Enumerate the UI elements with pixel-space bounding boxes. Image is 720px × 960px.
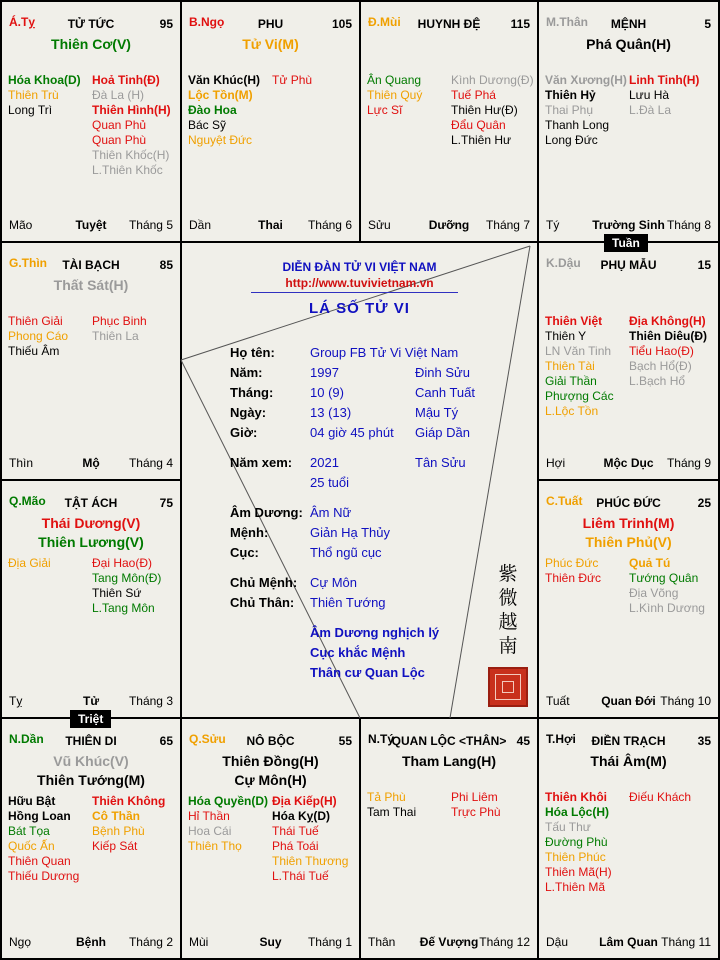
triet-tag: Triệt	[70, 710, 111, 728]
star: Phúc Đức	[545, 556, 599, 570]
star: Bác Sỹ	[188, 118, 227, 132]
palace-zodiac: Dậu	[546, 935, 569, 949]
life-stage: Tuyệt	[75, 218, 107, 232]
info-key: Cục:	[230, 545, 259, 560]
palace-stem: Q.Mão	[9, 494, 46, 508]
star: Quả Tú	[629, 556, 671, 570]
star: Thiên Trù	[8, 88, 59, 102]
info-row	[181, 385, 538, 403]
star: Lưu Hà	[629, 88, 670, 102]
info-value: Group FB Tử Vi Việt Nam	[310, 345, 459, 360]
star: Thiếu Dương	[8, 869, 80, 883]
star: Phượng Các	[545, 389, 614, 403]
palace-number: 85	[159, 258, 173, 272]
palace-ngo	[181, 1, 360, 242]
star: Phá Toái	[272, 839, 319, 853]
info-note: Thân cư Quan Lộc	[310, 665, 425, 680]
star: Thai Phụ	[545, 103, 594, 117]
star: Phục Binh	[92, 314, 147, 328]
info-value: 25 tuổi	[310, 475, 350, 490]
star-column-left	[8, 314, 68, 359]
palace-number: 5	[704, 17, 711, 31]
palace-number: 95	[159, 17, 173, 31]
info-row	[181, 425, 538, 443]
info-value-2: Mậu Tý	[415, 405, 459, 420]
star: Tang Môn(Đ)	[92, 571, 162, 585]
palace-suu	[181, 718, 360, 959]
palace-zodiac: Tuất	[546, 694, 570, 708]
star: Quan Phù	[92, 133, 147, 147]
palace-zodiac: Sửu	[368, 218, 391, 232]
star: Tử Phù	[272, 73, 313, 87]
star-column-right	[92, 794, 165, 854]
star-column-right	[451, 790, 501, 820]
palace-name: MỆNH	[610, 17, 647, 31]
star-column-right	[451, 73, 534, 148]
palace-ty	[1, 1, 181, 242]
palace-name: PHU	[257, 17, 284, 31]
life-stage: Dưỡng	[428, 218, 470, 232]
info-value: Thổ ngũ cục	[310, 545, 382, 560]
palace-name: PHỤ MẪU	[600, 258, 657, 272]
palace-month: Tháng 3	[128, 694, 173, 708]
info-row	[181, 545, 538, 563]
star: Thái Tuế	[272, 824, 319, 838]
info-value: Thiên Tướng	[310, 595, 386, 610]
main-star: Thái Âm(M)	[590, 753, 667, 769]
info-key: Giờ:	[230, 425, 258, 440]
star-column-right	[272, 73, 312, 88]
star: Quan Phủ	[92, 118, 147, 132]
star: Giải Thần	[545, 374, 597, 388]
life-stage: Mộc Dục	[603, 456, 654, 470]
info-row	[181, 455, 538, 473]
info-row	[181, 575, 538, 593]
palace-tuat	[538, 480, 719, 718]
star: Thiên Phúc	[545, 850, 606, 864]
star: Tấu Thư	[545, 820, 591, 834]
info-key: Chủ Thân:	[230, 595, 295, 610]
info-note: Cục khắc Mệnh	[310, 645, 406, 660]
tuan-tag: Tuần	[604, 234, 648, 252]
palace-stem: G.Thìn	[9, 256, 47, 270]
star: Hoả Tinh(Đ)	[92, 73, 160, 87]
star-column-left	[545, 790, 612, 895]
star: Đường Phù	[545, 835, 608, 849]
palace-name: THIÊN DI	[65, 734, 117, 748]
info-row	[181, 595, 538, 613]
palace-month: Tháng 6	[307, 218, 352, 232]
star: Phong Cáo	[8, 329, 69, 343]
palace-hoi	[538, 718, 719, 959]
star: Quốc Ấn	[8, 839, 55, 853]
star: Hồng Loan	[8, 809, 71, 823]
star: Thiên Việt	[545, 314, 603, 328]
palace-name: PHÚC ĐỨC	[596, 496, 661, 510]
star-column-right	[629, 73, 699, 118]
info-value: Âm Nữ	[310, 505, 352, 520]
main-star: Vũ Khúc(V)	[53, 753, 129, 769]
star: Thiên Đức	[545, 571, 602, 585]
palace-dan	[1, 718, 181, 959]
star-column-left	[367, 73, 422, 118]
star: Tướng Quân	[629, 571, 699, 585]
palace-number: 105	[331, 17, 352, 31]
star: L.Bạch Hổ	[629, 374, 686, 388]
palace-zodiac: Thìn	[9, 456, 34, 470]
palace-stem: N.Tý	[368, 732, 395, 746]
main-star: Thiên Tướng(M)	[37, 772, 145, 788]
life-stage: Lâm Quan	[599, 935, 658, 949]
palace-stem: T.Hợi	[546, 732, 576, 746]
main-star: Thái Dương(V)	[41, 515, 141, 531]
info-value: 2021	[310, 455, 339, 470]
star-column-left	[545, 556, 601, 586]
star: Thiên Diêu(Đ)	[629, 329, 707, 343]
calligraphy	[496, 562, 520, 658]
star-column-left	[8, 73, 81, 118]
palace-number: 75	[159, 496, 173, 510]
star-column-left	[545, 73, 627, 148]
main-star: Phá Quân(H)	[586, 36, 671, 52]
star: L.Tang Môn	[92, 601, 155, 615]
palace-month: Tháng 1	[307, 935, 352, 949]
info-row	[181, 365, 538, 383]
palace-stem: K.Dậu	[546, 256, 581, 270]
palace-name: TẬT ÁCH	[64, 496, 118, 510]
calligraphy-char: 微	[498, 587, 518, 609]
red-seal-icon	[488, 667, 528, 707]
star: Thiên Sứ	[92, 586, 142, 600]
main-star: Thiên Cơ(V)	[51, 36, 131, 52]
life-stage: Suy	[259, 935, 282, 949]
palace-name: HUYNH ĐỆ	[417, 17, 481, 31]
star: Linh Tinh(H)	[629, 73, 700, 87]
palace-stem: C.Tuất	[546, 494, 583, 508]
star: Văn Khúc(H)	[188, 73, 260, 87]
star: Tiểu Hao(Đ)	[629, 344, 694, 358]
palace-stem: Đ.Mùi	[368, 15, 401, 29]
life-stage: Đế Vượng	[419, 935, 479, 949]
star: Thiên Tài	[545, 359, 595, 373]
star: Địa Không(H)	[629, 314, 706, 328]
star-column-right	[92, 314, 147, 344]
star: Nguyệt Đức	[188, 133, 253, 147]
star: Thiên Khốc(H)	[92, 148, 170, 162]
star: Tả Phù	[367, 790, 406, 804]
info-key: Mệnh:	[230, 525, 269, 540]
star: Địa Võng	[629, 586, 679, 600]
star: Thiên Không	[92, 794, 166, 808]
palace-zodiac: Ngọ	[9, 935, 32, 949]
main-star: Tử Vi(M)	[242, 36, 299, 52]
palace-zodiac: Tỵ	[9, 694, 23, 708]
palace-zodiac: Dần	[189, 218, 212, 232]
star-column-left	[8, 556, 51, 571]
star: Tam Thai	[367, 805, 417, 819]
palace-month: Tháng 12	[479, 935, 530, 949]
main-star: Thiên Lương(V)	[38, 534, 144, 550]
url-underline	[251, 292, 458, 293]
star-column-right	[92, 556, 161, 616]
info-key: Âm Dương:	[230, 505, 303, 520]
star-column-right	[629, 790, 691, 805]
star: Long Đức	[545, 133, 598, 147]
star: Hỉ Thần	[188, 809, 230, 823]
star-column-left	[188, 73, 260, 148]
info-row	[181, 405, 538, 423]
palace-name: TỬ TỨC	[67, 17, 115, 31]
star: L.Thiên Hư	[451, 133, 512, 147]
info-row	[181, 505, 538, 523]
star: Tuế Phá	[451, 88, 496, 102]
info-value-2: Đinh Sửu	[415, 365, 470, 380]
star: Hóa Kỵ(D)	[272, 809, 331, 823]
main-star: Liêm Trinh(M)	[582, 515, 675, 531]
star: Thiên Hình(H)	[92, 103, 171, 117]
center-info	[181, 242, 538, 718]
info-row	[181, 525, 538, 543]
palace-number: 35	[697, 734, 711, 748]
palace-zodiac: Thân	[368, 935, 396, 949]
palace-month: Tháng 2	[128, 935, 173, 949]
palace-number: 25	[697, 496, 711, 510]
life-stage: Bệnh	[76, 935, 106, 949]
palace-number: 45	[516, 734, 530, 748]
star: Thanh Long	[545, 118, 610, 132]
star: Bệnh Phù	[92, 824, 145, 838]
info-value-2: Tân Sửu	[415, 455, 466, 470]
palace-month: Tháng 9	[666, 456, 711, 470]
star: Đào Hoa	[188, 103, 237, 117]
star: Thiên Hư(Đ)	[451, 103, 518, 117]
star: Kình Dương(Đ)	[451, 73, 534, 87]
star: L.Lộc Tồn	[545, 404, 599, 418]
star: Địa Kiếp(H)	[272, 794, 337, 808]
calligraphy-char: 越	[498, 611, 518, 633]
star-column-left	[367, 790, 416, 820]
calligraphy-char: 南	[498, 635, 518, 657]
main-star: Cự Môn(H)	[234, 772, 307, 788]
star: Thiên Giải	[8, 314, 63, 328]
palace-zodiac: Mão	[9, 218, 33, 232]
palace-zodiac: Tý	[546, 218, 560, 232]
palace-name: QUAN LỘC <THÂN>	[391, 734, 507, 748]
palace-ty2	[360, 718, 538, 959]
palace-zodiac: Hợi	[546, 456, 566, 470]
info-value-2: Giáp Dần	[415, 425, 470, 440]
info-row	[181, 475, 538, 493]
star-column-left	[188, 794, 268, 854]
chart-title: LÁ SỐ TỬ VI	[309, 300, 410, 317]
forum-url[interactable]: http://www.tuvivietnam.vn	[285, 276, 434, 290]
info-value: 1997	[310, 365, 339, 380]
star: LN Văn Tinh	[545, 344, 612, 358]
palace-stem: Q.Sửu	[189, 732, 226, 746]
life-stage: Trường Sinh	[592, 218, 665, 232]
palace-dau	[538, 242, 719, 480]
palace-number: 55	[338, 734, 352, 748]
star: Hóa Quyền(D)	[188, 794, 269, 808]
star-column-right	[272, 794, 348, 884]
star: Trực Phù	[451, 805, 501, 819]
info-key: Họ tên:	[230, 345, 275, 360]
star: L.Đà La	[629, 103, 672, 117]
palace-name: TÀI BẠCH	[62, 258, 120, 272]
star-column-right	[629, 314, 707, 389]
star: Thiên Quan	[8, 854, 71, 868]
info-key: Năm xem:	[230, 455, 293, 470]
forum-title: DIỄN ĐÀN TỬ VI VIỆT NAM	[282, 260, 437, 274]
star: Thiên Y	[545, 329, 587, 343]
life-stage: Mộ	[82, 456, 100, 470]
info-key: Năm:	[230, 365, 263, 380]
palace-mui	[360, 1, 538, 242]
info-row	[181, 345, 538, 363]
star: Thiên Khôi	[545, 790, 607, 804]
star: Đẩu Quân	[451, 118, 506, 132]
info-key: Tháng:	[230, 385, 274, 400]
star: Phi Liêm	[451, 790, 498, 804]
star: L.Thiên Mã	[545, 880, 606, 894]
palace-number: 15	[697, 258, 711, 272]
star-column-left	[545, 314, 614, 419]
palace-stem: M.Thân	[546, 15, 588, 29]
star: Ân Quang	[367, 73, 422, 87]
palace-month: Tháng 5	[128, 218, 173, 232]
star: Thiên Thọ	[188, 839, 242, 853]
life-stage: Quan Đới	[601, 694, 656, 708]
palace-name: ĐIỀN TRẠCH	[591, 734, 666, 748]
star: Đà La (H)	[92, 88, 145, 102]
palace-month: Tháng 8	[666, 218, 711, 232]
info-value: 10 (9)	[310, 385, 344, 400]
info-value-2: Canh Tuất	[415, 385, 475, 400]
star-column-right	[92, 73, 171, 178]
star: Kiếp Sát	[92, 839, 138, 853]
main-star: Thiên Đồng(H)	[222, 753, 319, 769]
star: Thiếu Âm	[8, 344, 60, 358]
palace-number: 115	[510, 17, 530, 31]
star: Thiên Thương	[272, 854, 349, 868]
palace-month: Tháng 7	[485, 218, 530, 232]
star: L.Thiên Khốc	[92, 163, 163, 177]
star: Bát Tọa	[8, 824, 50, 838]
info-value: 04 giờ 45 phút	[310, 425, 394, 440]
palace-name: NÔ BỘC	[246, 734, 295, 748]
info-value: Giản Hạ Thủy	[310, 525, 390, 540]
palace-stem: N.Dần	[9, 732, 44, 746]
life-stage: Thai	[258, 218, 283, 232]
palace-than	[538, 1, 719, 242]
info-key: Chủ Mệnh:	[230, 575, 298, 590]
star: Long Trì	[8, 103, 53, 117]
info-value: 13 (13)	[310, 405, 352, 420]
palace-month: Tháng 4	[128, 456, 173, 470]
palace-number: 65	[159, 734, 173, 748]
palace-month: Tháng 11	[661, 935, 711, 949]
calligraphy-char: 紫	[498, 563, 518, 585]
palace-zodiac: Mùi	[189, 935, 209, 949]
star: Hóa Khoa(D)	[8, 73, 81, 87]
star: Thiên Mã(H)	[545, 865, 612, 879]
star: Thiên Quý	[367, 88, 423, 102]
star: L.Thái Tuế	[272, 869, 329, 883]
palace-stem: Á.Tỵ	[9, 15, 36, 29]
star-column-right	[629, 556, 705, 616]
star: Hữu Bật	[8, 794, 56, 808]
main-star: Thất Sát(H)	[53, 277, 129, 293]
star: L.Kình Dương	[629, 601, 705, 615]
star-column-left	[8, 794, 79, 884]
main-star: Tham Lang(H)	[401, 753, 497, 769]
info-key: Ngày:	[230, 405, 267, 420]
info-note: Âm Dương nghịch lý	[310, 625, 440, 640]
star: Văn Xương(H)	[545, 73, 627, 87]
star: Lộc Tồn(M)	[188, 88, 253, 102]
palace-stem: B.Ngọ	[189, 15, 225, 29]
star: Hóa Lộc(H)	[545, 805, 609, 819]
main-star: Thiên Phủ(V)	[585, 534, 672, 550]
star: Đại Hao(Đ)	[92, 556, 153, 570]
palace-month: Tháng 10	[660, 694, 711, 708]
info-value: Cự Môn	[310, 575, 357, 590]
star: Thiên Hỷ	[545, 88, 596, 102]
star: Địa Giải	[8, 556, 51, 570]
star: Bạch Hổ(Đ)	[629, 359, 692, 373]
star: Thiên La	[92, 329, 139, 343]
star: Lực Sĩ	[367, 103, 403, 117]
life-stage: Tử	[82, 694, 100, 708]
star: Điếu Khách	[629, 790, 692, 804]
star: Cô Thần	[92, 809, 140, 823]
palace-thin	[1, 242, 181, 480]
star: Hoa Cái	[188, 824, 232, 838]
palace-mao	[1, 480, 181, 718]
